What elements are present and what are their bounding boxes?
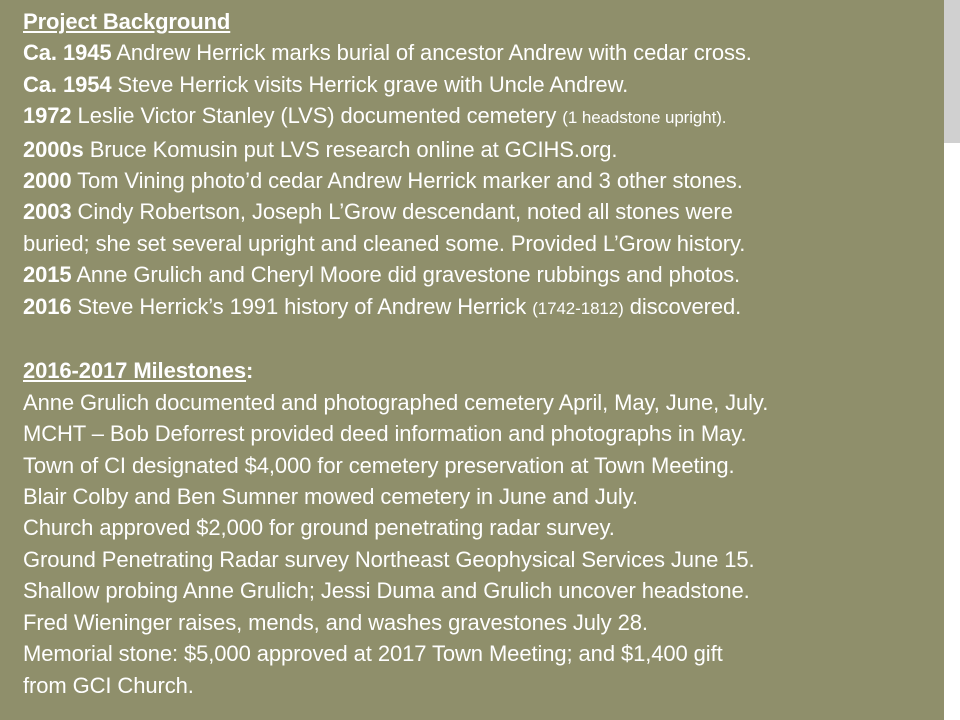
entry-text: Andrew Herrick marks burial of ancestor Andrew with cedar cross. (111, 40, 752, 66)
entry-year: 2016 (23, 293, 72, 319)
entry-year: Ca. 1954 (23, 71, 112, 97)
entry-1972 (23, 100, 943, 133)
background-heading-line (23, 6, 943, 37)
milestone-line: Memorial stone: $5,000 approved at 2017 Town Meeting; and $1,400 gift (23, 641, 723, 667)
entry-year: Ca. 1945 (23, 40, 112, 66)
entry-year: 2000 (23, 168, 72, 194)
entry-text: Steve Herrick visits Herrick grave with Uncle Andrew. (111, 71, 629, 97)
entry-text: Bruce Komusin put LVS research online at GCIHS.org. (83, 136, 618, 162)
milestone-line: Ground Penetrating Radar survey Northeast Geophysical Services June 15. (23, 546, 755, 572)
entry-text: Steve Herrick’s 1991 history of Andrew Herrick (71, 293, 533, 319)
milestones-heading-colon: : (246, 358, 254, 384)
entry-tail: discovered. (623, 293, 742, 319)
milestone-line: Church approved $2,000 for ground penetrating radar survey. (23, 515, 615, 541)
entry-text: Anne Grulich and Cheryl Moore did gravestone rubbings and photos. (71, 262, 741, 288)
entry-2000s (23, 134, 943, 165)
entry-text-continued: buried; she set several upright and cleaned some. Provided L’Grow history. (23, 230, 746, 256)
milestone-line: Town of CI designated $4,000 for cemetery preservation at Town Meeting. (23, 452, 735, 478)
entry-note: (1742-1812) (532, 298, 624, 318)
milestone-line: Blair Colby and Ben Sumner mowed cemetery in June and July. (23, 484, 638, 510)
vertical-scrollbar[interactable] (944, 0, 960, 720)
entry-year: 2003 (23, 199, 72, 225)
entry-year: 2015 (23, 262, 72, 288)
entry-ca1945 (23, 37, 943, 68)
milestone-line: MCHT – Bob Deforrest provided deed information and photographs in May. (23, 421, 747, 447)
entry-note: (1 headstone upright). (562, 108, 727, 128)
entry-2000 (23, 165, 943, 196)
entry-2003-continued (23, 228, 943, 259)
entry-text: Tom Vining photo’d cedar Andrew Herrick marker and 3 other stones. (71, 168, 743, 194)
slide-content (23, 6, 943, 701)
spacer (23, 324, 943, 355)
milestone-line: from GCI Church. (23, 672, 194, 698)
entry-text: Leslie Victor Stanley (LVS) documented cemetery (71, 103, 563, 129)
entry-2016 (23, 291, 943, 324)
entry-year: 1972 (23, 103, 72, 129)
entry-2015 (23, 259, 943, 290)
entry-text: Cindy Robertson, Joseph L’Grow descendant, noted all stones were (71, 199, 733, 225)
milestones-heading: 2016-2017 Milestones (23, 358, 247, 384)
entry-year: 2000s (23, 136, 84, 162)
milestone-line: Fred Wieninger raises, mends, and washes gravestones July 28. (23, 609, 648, 635)
milestones-heading-line (23, 355, 943, 386)
project-background-heading: Project Background (23, 9, 231, 34)
scrollbar-thumb[interactable] (944, 0, 960, 143)
milestone-line: Anne Grulich documented and photographed cemetery April, May, June, July. (23, 389, 769, 415)
milestone-line: Shallow probing Anne Grulich; Jessi Duma and Grulich uncover headstone. (23, 578, 750, 604)
entry-2003 (23, 196, 943, 227)
entry-ca1954 (23, 69, 943, 100)
